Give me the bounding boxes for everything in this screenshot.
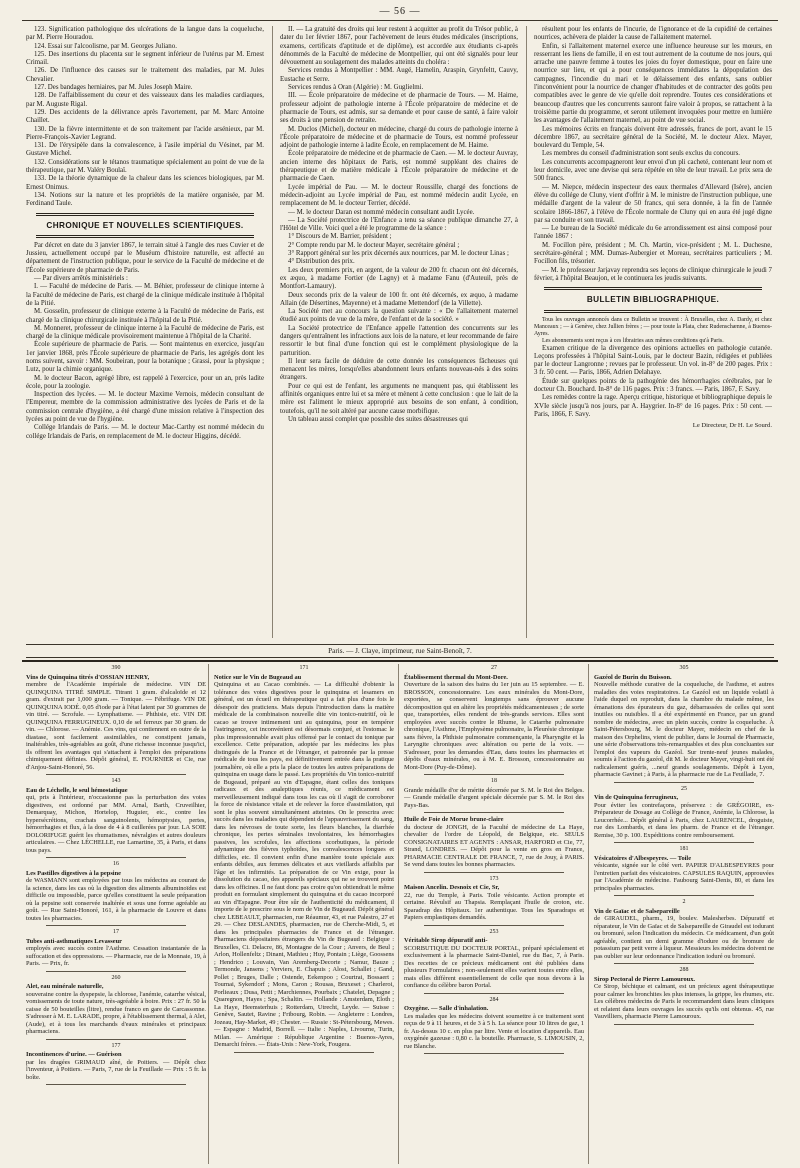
thesis-item: 130. De la fièvre intermittente et de son traitement par l'acide arsénieux, par M. Pierre-François-Xavier Legrand. bbox=[26, 125, 264, 141]
ad-number: 173 bbox=[489, 875, 499, 882]
ad-body: souveraine contre la dyspepsie, la chlorose, l'anémie, catarrhe vésical, vomissements de toute nature, très-agréable à boire. Prix : 27 fr. 50 la caisse de 50 bouteilles (litre), rendue franco en gare de Carcassonne. S'adresser à M. E. LARADE, propre, à l'établissement thermal, à Alet, (Aude), et à tous les marchands d'eaux minérales et principaux pharmaciens. bbox=[26, 990, 206, 1035]
advertisement bbox=[26, 674, 206, 772]
paragraph: M. Focillon père, président ; M. Ch. Martin, vice-président ; M. L. Duchesne, secrétaire-général ; MM. Dumas-Aubergier et Moreau, secrétaires particuliers ; M. Focillon fils, trésorier. bbox=[534, 241, 772, 266]
page-number: — 56 — bbox=[379, 6, 421, 17]
ad-title: Les Pastilles digestives à la pepsine bbox=[26, 869, 121, 877]
ad-title: Vins de Quinquina titrés d'OSSIAN HENRY, bbox=[26, 673, 150, 681]
paragraph: Lycée impérial de Pau. — M. le docteur Roussille, chargé des fonctions de médecin-adjoint au Lycée impérial de Pau, est nommé médecin audit Lycée, en remplacement de M. le docteur Terrier, décédé. bbox=[280, 183, 518, 208]
paragraph: — Le bureau de la Société médicale du 6e arrondissement est ainsi composé pour l'année 1867 : bbox=[534, 225, 772, 241]
biblio-entry: Étude sur quelques points de la pathogénie des hémorrhagies cérébrales, par le docteur Ch. Bouchard. In-8° de 116 pages. Prix : 3 francs. — Paris, 1867, F. Savy. bbox=[534, 377, 772, 393]
ad-title: Vin de Gaïac et de Salsepareille bbox=[594, 907, 680, 915]
paragraph: Services rendus à Oran (Algérie) : M. Guglielmi. bbox=[288, 84, 424, 92]
chronique-paragraph: Collége Irlandais de Paris. — M. le docteur Mac-Carthy est nommé médecin du collége Irlandais de Paris, en remplacement de M. le docteur Higgins, décédé. bbox=[26, 424, 264, 440]
ad-body: Grande médaille d'or de mérite décernée par S. M. le Roi des Belges. — Grande médaille d'argent spéciale décernée par S. M. le Roi des Pays-Bas. bbox=[404, 786, 584, 809]
section-rule bbox=[36, 213, 254, 216]
thesis-item: 124. Essai sur l'alcoolisme, par M. Georges Juliano. bbox=[34, 42, 177, 50]
ad-separator bbox=[614, 895, 754, 896]
ad-separator bbox=[46, 925, 186, 926]
ad-number: 17 bbox=[113, 929, 119, 935]
thesis-item: 128. De l'affaiblissement du cœur et des vaisseaux dans les maladies cardiaques, par M. Auguste Rigal. bbox=[26, 92, 264, 108]
paragraph: Les deux premiers prix, en argent, de la valeur de 200 fr. chacun ont été décernés, ex æquo, à madame Fortier (de Lagny) et à madame Fanu (d'Auteuil, près de Montfort-Lamaury). bbox=[280, 266, 518, 291]
chronique-paragraph: M. Gosselin, professeur de clinique externe à la Faculté de médecine de Paris, est chargé de la clinique chirurgicale instituée à l'hôpital de la Pitié. bbox=[26, 308, 264, 324]
paragraph: La Société protectrice de l'Enfance appelle l'attention des concurrents sur les dangers qu'entraînent les infractions aux lois de la nature, et leur recommande de faire ressortir le but final d'une fonction qui est le complément physiologique de la parturition. bbox=[280, 324, 518, 357]
paragraph: — La Société protectrice de l'Enfance a tenu sa séance publique dimanche 27, à l'Hôtel de Ville. Voici quel a été le programme de la séance : bbox=[280, 216, 518, 233]
thesis-item: 134. Notions sur la nature et les propriétés de la matière organisée, par M. Ferdinand Taule. bbox=[26, 191, 264, 208]
ads-column-2 bbox=[214, 664, 394, 1164]
paragraph: — M. le docteur Daran est nommé médecin consultant audit Lycée. bbox=[288, 208, 475, 216]
ad-title: Notice sur le Vin de Bugeaud au bbox=[214, 673, 302, 681]
paragraph: Enfin, si l'allaitement maternel exerce une influence heureuse sur les mœurs, en resserrant les liens de famille, il en est tout autrement de la coutume de nos jours, qui arrache une pauvre femme à toutes les joies du foyer domestique, pour en faire une nourrice sur lieu, et qui a pour conséquences immédiates la dépopulation des campagnes, l'incendie du mari et le délaissement des enfants, sans oublier l'inconvénient pour la nourrice de changer d'habitudes et de contracter des goûts peu compatibles avec le genre de vie qu'elle doit reprendre. Toutes ces considérations et beaucoup d'autres que les concurrents sauront faire valoir à propos, se rattachent à la troisième partie du programme, et seront utilement invoquées pour mettre en lumière les avantages de l'allaitement maternel, au point de vue social. bbox=[534, 42, 772, 125]
ad-separator bbox=[614, 1024, 754, 1025]
ad-title: Vésicatoires d'Albespeyres. — Toile bbox=[594, 854, 692, 862]
ad-separator bbox=[46, 1084, 186, 1085]
ad-separator bbox=[46, 857, 186, 858]
thesis-item: 125. Des insertions du placenta sur le segment inférieur de l'utérus par M. Ernest Crimail. bbox=[26, 50, 264, 67]
paragraph: Il leur sera facile de déduire de cette donnée les conséquences fâcheuses qui menacent les mères, lorsqu'elles abandonnent leurs enfants nouveau-nés à des soins étrangers. bbox=[280, 357, 518, 382]
thesis-item: 123. Signification pathologique des ulcérations de la langue dans la coqueluche, par M. Pierre Houradou. bbox=[26, 26, 264, 42]
ad-title: Établissement thermal du Mont-Dore. bbox=[404, 673, 508, 681]
ad-title: Oxygène. — Salle d'inhalation. bbox=[404, 1005, 489, 1012]
ad-body: du docteur de JONGH, de la Faculté de médecine de La Haye, chevalier de l'ordre de Léopold, de Belgique, etc. SEULS CONSIGNATAIRES ET AGENTS : ANSAR, HARFORD et Cie, 77, Strand, LONDRES. — Dépôt pour la vente en gros en France, PHARMACIE CENTRALE DE FRANCE, 7, rue de Jouy, à PARIS. Se vend dans toutes les bonnes pharmacies. bbox=[404, 823, 584, 868]
ad-separator bbox=[424, 872, 564, 873]
chronique-paragraph: I. — Faculté de médecine de Paris. — M. Béhier, professeur de clinique interne à la Faculté de médecine de Paris, est chargé de la clinique médicale instituée à l'hôpital de la Pitié. bbox=[26, 283, 264, 307]
column-3 bbox=[534, 26, 772, 640]
thesis-item: 126. De l'influence des causes sur le traitement des maladies, par M. Jules Chevalier. bbox=[26, 67, 264, 83]
ad-body: par les dragées GRIMAUD aîné, de Poitiers. — Dépôt chez l'inventeur, à Poitiers. — Paris, 7, rue de la Feuillade — Prix : 5 fr. la boîte. bbox=[26, 1058, 206, 1081]
ad-body: Les malades que les médecins doivent soumettre à ce traitement sont reçus de 9 à 11 heures, et de 3 à 5 h. La séance pour 10 litres de gaz, 1 fr. Au-dessus 10 c. en plus par litre. Vente et location d'appareils. Eau oxygénée gazeuse : 0,80 c. la bouteille. Pharmacie, S. LIMOUSIN, 2, rue Blanche. bbox=[404, 1012, 584, 1050]
ad-separator bbox=[46, 1039, 186, 1040]
paragraph: La Société met au concours la question suivante : « De l'allaitement maternel étudié aux points de vue de la mère, de l'enfant et de la société. » bbox=[280, 308, 518, 324]
ad-number: 171 bbox=[299, 665, 309, 671]
ad-title: Huile de Foie de Morue brune-claire bbox=[404, 816, 504, 823]
ad-title: Maison Ancelin. Desnoix et Cie, Sr, bbox=[404, 884, 500, 891]
ad-separator bbox=[614, 963, 754, 964]
ad-body: employés avec succès contre l'Asthme. Cessation instantanée de la suffocation et des oppressions. — Pharmacie, rue de la Monnaie, 19, à Paris. — Prix, fr. bbox=[26, 945, 206, 967]
ad-separator bbox=[234, 1052, 374, 1053]
paragraph: M. Duclos (Michel), docteur en médecine, chargé du cours de pathologie interne à l'École préparatoire de médecine et de pharmacie de Tours, est nommé professeur adjoint de pathologie interne à ladite École, en remplacement de M. Haime. bbox=[280, 125, 518, 150]
thesis-item: 127. Des bandages herniaires, par M. Jules Joseph Maire. bbox=[34, 84, 193, 92]
advertisement bbox=[26, 1051, 206, 1081]
advertisement bbox=[404, 1005, 584, 1050]
ad-number: 260 bbox=[111, 974, 121, 981]
ad-title: Véritable Sirop dépuratif anti- bbox=[404, 937, 488, 944]
chronique-paragraph: Inspection des lycées. — M. le docteur Maxime Vernois, médecin consultant de l'Empereur, membre de la commission administrative des lycées de Paris et de la commission centrale d'hygiène, a été chargé d'une mission relative à l'inspection des lycées au point de vue de l'hygiène. bbox=[26, 391, 264, 424]
ad-number: 390 bbox=[111, 665, 121, 671]
ad-separator bbox=[614, 842, 754, 843]
column-divider bbox=[272, 26, 273, 638]
ad-title: Eau de Léchelle, le seul hémostatique bbox=[26, 786, 128, 794]
advertisement bbox=[594, 976, 774, 1021]
section-rule bbox=[544, 287, 762, 290]
paragraph: Un tableau aussi complet que possible des suites désastreuses qui bbox=[288, 415, 469, 423]
advertisement bbox=[594, 794, 774, 839]
ad-number: 25 bbox=[681, 785, 687, 792]
ad-body: SCORBUTIQUE DU DOCTEUR PORTAL, préparé spécialement et exclusivement à la pharmacie Saint-Daniel, rue du Bac, 7, à Paris. Des recettes de ce précieux médicament ont été publiées dans plusieurs Formulaires ; non-seulement elles varient toutes entre elles, mais elles diffèrent essentiellement de celle que nous devons à la confiance du célèbre baron Portal. bbox=[404, 944, 584, 989]
column-divider bbox=[526, 26, 527, 638]
ad-number: 16 bbox=[113, 861, 119, 867]
thesis-item: 133. De la théorie dynamique de la chaleur dans les sciences biologiques, par M. Ernest Onimus. bbox=[26, 175, 264, 191]
chronique-paragraph: Par décret en date du 3 janvier 1867, le terrain situé à l'angle des rues Cuvier et de Jussieu, actuellement occupé par le Muséum d'histoire naturelle, est affecté au département de l'instruction publique, pour le service de la Faculté de médecine et de l'École supérieure de pharmacie de Paris. bbox=[26, 241, 264, 274]
thesis-list bbox=[26, 26, 264, 209]
paragraph: Les membres du conseil d'administration sont seuls exclus du concours. bbox=[542, 150, 740, 158]
thesis-item: 129. Des accidents de la délivrance après l'avortement, par M. Marc Antoine Chaillet. bbox=[26, 108, 264, 125]
section-rule bbox=[544, 310, 762, 313]
chronique-paragraph: École supérieure de pharmacie de Paris. — Sont maintenus en exercice, jusqu'au 1er janvier 1868, près l'École supérieure de pharmacie de Paris, les agrégés dont les noms suivent, savoir : MM. Soubeiran, pour la botanique ; Grassi, pour la physique ; Lutz, pour la chimie organique. bbox=[26, 341, 264, 374]
ad-number: 305 bbox=[679, 665, 689, 671]
advertisement bbox=[594, 674, 774, 779]
ad-number: 18 bbox=[491, 778, 497, 784]
advertisement bbox=[404, 674, 584, 772]
ad-body: membre de l'Académie impériale de médecine. VIN DE QUINQUINA TITRÉ SIMPLE. Titrant 1 gram. d'alcaloïde et 12 gram. d'extrait par 1,000 gram. — Tonique. — Fébrifuge. VIN DE QUINQUINA IODÉ. 0,05 d'iode par à l'état latent par 30 grammes de vin titré. — Scrofule. — Lymphatisme. — Phthisie, etc. VIN DE QUINQUINA FERRUGINEUX. 0,10 de sel ferreux par 30 gram. de vin. — Chlorose. — Anémie. Ces vins, qui contiennent en outre de la diastase, sont facilement assimilables, ne constipent jamais, inaltérables, très-agréables au goût, d'une richesse inconnue jusqu'ici, ils offrent les avantages qui s'attachent à l'emploi des préparations chimiquement définies. Dépôt général, E. FOURNIER et Cie, rue d'Anjou-Saint-Honoré, 56. bbox=[26, 681, 206, 771]
paragraph: Les concurrents accompagneront leur envoi d'un pli cacheté, contenant leur nom et leur domicile, avec une devise qui sera répétée en tête de leur travail. Le prix sera de 500 francs. bbox=[534, 158, 772, 183]
ad-title: Tubes anti-asthmatiques Levasseur bbox=[26, 937, 122, 945]
ad-number: 177 bbox=[111, 1042, 121, 1049]
printer-line: Paris. — J. Claye, imprimeur, rue Saint-Benoît, 7. bbox=[26, 644, 774, 658]
advertisement bbox=[404, 816, 584, 869]
biblio-note: Les abonnements sont reçus à ces librairies aux mêmes conditions qu'à Paris. bbox=[542, 337, 724, 344]
ads-divider bbox=[208, 664, 209, 1164]
chronique-paragraph: M. Monneret, professeur de clinique interne à la Faculté de médecine de Paris, est chargé de la clinique médicale provisoirement maintenue à l'hôpital de la Charité. bbox=[26, 324, 264, 341]
advertisement bbox=[26, 870, 206, 923]
ad-number: 143 bbox=[111, 778, 121, 784]
paragraph: II. — La gratuité des droits qui leur restent à acquitter au profit du Trésor public, à dater du 1er février 1867, pour l'achèvement de leurs études médicales (inscriptions, examens, certificats d'aptitude et de diplôme), est accordée aux étudiants ci-après dénommés de la Faculté de médecine de Montpellier, qui ont été signalés pour leur dévouement au soulagement des malades atteints du choléra : bbox=[280, 26, 518, 67]
paragraph: 1° Discours de M. Barrier, président ; bbox=[288, 233, 392, 241]
ad-title: Gazéol de Burin du Buisson. bbox=[594, 673, 672, 681]
ad-number: 253 bbox=[489, 928, 499, 935]
paragraph: 3° Rapport général sur les prix décernés aux nourrices, par M. le docteur Linas ; bbox=[288, 250, 509, 258]
ads-column-3 bbox=[404, 664, 584, 1164]
ads-divider bbox=[398, 664, 399, 1164]
biblio-title: BULLETIN BIBLIOGRAPHIQUE. bbox=[586, 295, 720, 305]
ad-number: 2 bbox=[682, 899, 686, 905]
column-2 bbox=[280, 26, 518, 640]
ad-separator bbox=[424, 774, 564, 775]
advertisement bbox=[26, 983, 206, 1036]
top-rule bbox=[22, 20, 778, 21]
ad-body: qui, pris à l'intérieur, n'occasionne pas la perturbation des voies digestives, est ordonné par MM. Arnal, Barth, Cruveilhier, Demarquay, Michon, Hortelop, Huguier, etc., contre les hypersécrétions, crachats sanguinolents, hémoptysies, pertes, hémorrhagies et flux, à la dose de 4 à 8 cuillerées par jour. LA SOIE DOLORIFUGE guérit les rhumatismes, névralgies et autres douleurs articulaires. — Chez LÉCHELLE, rue Lamartine, 35, à Paris, et dans tous pays. bbox=[26, 794, 206, 854]
ad-body: de GIRAUDEL, pharm., 19, boulev. Malesherbes. Dépuratif et réparateur, le Vin de Gaïac et de Salsepareille de Giraudel est iodurant ou bromuré, selon l'indication du médecin. Ce médicament, d'un goût agréable, contient un demi gramme d'iodure ou de bromure de potassium par petit verre à liqueur. Messieurs les médecins doivent ne pas oublier sur leur ordonnance l'indication ioduré ou bromuré. bbox=[594, 915, 774, 960]
ad-separator bbox=[424, 925, 564, 926]
ad-body: Quinquina et au Cacao combinés. — La difficulté d'obtenir la tolérance des voies digestives pour le quinquina et lesamers en général, est un écueil en thérapeutique qui a fait plus d'une fois le désespoir des praticiens. Mais depuis l'introduction dans la matière médicale de la combinaison nouvelle dite vin tonico-nutritif, où le cacao se trouve intimement uni au quinquina, pour en tempérer l'astringence, cet inconvénient est désormais conjuré, et l'estomac le plus impressionnable avait plus offensé par le contact du tonique par excellence. Cette préparation, adoptée par les médecins les plus distingués de la France et de l'étranger, et patronnée par la presse médicale de tous les pays, est définitivement entrée dans la pratique journalière, où elle a pris la place de toutes les autres préparations de quinquina en usage dans le passé. Les propriétés du Vin tonico-nutritif de Bugeaud, préparé au vin d'Espagne, étant celles des toniques radicaux et des analeptiques réunis, ce médicament est merveilleusement indiqué dans tous les cas où il s'agit de corroborer la force de résistance vitale et de relever la force d'assimilation, qui sont le plus souvent simultanément atteintes. On le prescrira avec succès dans les maladies qui dépendent de l'appauvrissement du sang, dans les névroses de toute sorte, les fleurs blanches, la diarrhée chronique, les pertes séminales involontaires, les hémorrhagies passives, les scrofules, les affections scorbutiques, la période adynamique des fièvres typhoïdes, les convalescences longues et difficiles, etc. Il convient enfin d'une manière toute spéciale aux enfants débiles, aux femmes délicates et aux vieillards affaiblis par l'âge et les infirmités. La préparation de ce Vin exige, pour la dissolution du cacao, des appareils spéciaux qui ne se trouvent point dans les officines. Il ne faut donc pas croire qu'on obtiendrait le même produit en formulant simplement du quinquina et du cacao incorporé au vin d'Espagne. Pour être sûr de l'authenticité du médicament, il importe de le prescrire sous le nom de Vin de Bugeaud. Dépôt général chez LEBEAULT, pharmacien, rue Réaumur, 43, et rue Palestro, 27 et 29. — Chez DESLANDES, pharmacien, rue de Cherche-Midi, 5, et dans les principales pharmacies de France et de l'étranger. Pharmaciens dépositaires étrangers du Vin de Bugeaud : Belgique : Bruxelles, Ci. Delacre, 86, Montagne de la Cour ; Anvers, de Beul ; Arlon, Hollenfeltz ; Dinant, Mathieu ; Huy, Pontain ; Liège, Goossens ; Hendrico ; Louvain, Van Aremberg-Decorte ; Namur, Bauze ; Termonde, Jansens ; Verviers, E. Chapuis ; Alost, Schallet ; Gand, Pollet ; Bruges, Dalle ; Ostende, Eekenpoo ; Courtrai, Bossaert ; Tournai, Sykendorf ; Mons, Caron ; Rousas, Bruxeset ; Charleroi, Porlieaux ; Dusa, Petit ; Marchiennes, Pourbaix ; Chatelet, Depagne ; Quaregnon, Hayes ; Spa, Schaltin. — Hollande : Amsterdam, Eloth ; La Haye, Heemsterhuis ; Rotterdam, Utrecht, Leyde. — Suisse : Genève, Sautet, Ravine ; Fribourg, Robin. — Angleterre : Londres, Jozeau, Hay-Market, 49 ; Chester. — Russie : St-Pétersbourg, Mewes. — Espagne : Madrid, Borrell. — Italie : Naples, Livourne, Turin, Milan. — Amérique : République Argentine : Buenos-Ayres, Demarchi frères. — États-Unis : New-York, Fougera. bbox=[214, 681, 394, 1048]
ad-separator bbox=[46, 774, 186, 775]
advertisement bbox=[26, 938, 206, 968]
ad-separator bbox=[46, 971, 186, 972]
ad-separator bbox=[614, 782, 754, 783]
thesis-item: 131. De l'érysipèle dans la convalescence, à l'asile impérial du Vésinet, par M. Gustave Michel. bbox=[26, 142, 264, 158]
ad-body: Ouverture de la saison des bains du 1er juin au 15 septembre. — E. BROSSON, concessionnaire. Les eaux minérales du Mont-Dore, exportées, se conservent longtemps sans éprouver aucune décomposition qui en altère les propriétés médicamenteuses ; de sorte que, transportées, elles rendent de très-grands services. Elles sont employées avec succès contre le Rhume, le Catarrhe pulmonaire chronique, l'Asthme, l'Emphysème pulmonaire, la Pleurésie chronique sans fièvre, la Phthisie pulmonaire commençante, la Pharyngite et la Laryngite chroniques avec altération ou perte de la voix. — S'adresser, pour les demandes d'Eau, dans toutes les pharmacies et dépôts d'eaux minérales, ou à M. E. Brosson, concessionnaire au Mont-Dore (Puy-de-Dôme). bbox=[404, 681, 584, 771]
advertisement bbox=[594, 855, 774, 893]
section-rule bbox=[36, 235, 254, 238]
ad-number: 288 bbox=[679, 967, 689, 973]
biblio-entry: Examen critique de la divergence des opinions actuelles en pathologie cutanée. Leçons professées à l'hôpital Saint-Louis, par le docteur Bazin, rédigées et publiées par le docteur Langronne ; revues par le professeur. Un vol. in-8° de 200 pages. Prix : 3 fr. 50 cent. — Paris, 1866, Adrien Delahaye. bbox=[534, 344, 772, 377]
ad-separator bbox=[424, 1053, 564, 1054]
paragraph: — M. le professeur Jarjavay reprendra ses leçons de clinique chirurgicale le jeudi 7 février, à l'hôpital Beaujon, et le continuera les jeudis suivants. bbox=[534, 266, 772, 282]
ad-body: de WASMANN sont employées par tous les médecins au courant de la science, dans les cas où la digestion des aliments albuminoïdes est difficile ou impossible, parce qu'elles constituent la seule préparation où la pepsine soit conservée inaltérée et sous une forme agréable au goût. — Rue Saint-Honoré, 161, à la pharmacie de Louvre et dans toutes les pharmacies. bbox=[26, 877, 206, 922]
paragraph: 4° Distribution des prix. bbox=[288, 258, 355, 266]
ad-number: 284 bbox=[489, 996, 499, 1003]
ad-body: vésicante, signée sur le côté vert. PAPIER D'ALBESPEYRES pour l'entretien parfait des vésicatoires. CAPSULES RAQUIN, approuvées par l'Académie de médecine. Faubourg Saint-Denis, 80, et dans les principales pharmacies. bbox=[594, 862, 774, 892]
ad-number: 27 bbox=[491, 665, 497, 671]
paragraph: Pour ce qui est de l'enfant, les arguments ne manquent pas, qui établissent les affinités organiques entre lui et sa mère et mènent à cette conclusion : que le lait de la mère est l'aliment le mieux approprié aux besoins de son enfant, à condition, toutefois, qu'il ne soit altéré par aucune cause morbifique. bbox=[280, 382, 518, 415]
column-1 bbox=[26, 26, 264, 640]
paragraph: Services rendus à Montpellier : MM. Augé, Hamelin, Araspin, Grynfeltt, Cauvy, Eustache et Serre. bbox=[280, 67, 518, 83]
ad-title: Vin de Quinquina ferrugineux, bbox=[594, 794, 679, 801]
ad-title: Sirop Pectoral de Pierre Lamouroux. bbox=[594, 975, 695, 983]
ad-number: 181 bbox=[679, 846, 689, 852]
ads-column-4 bbox=[594, 664, 774, 1164]
ad-title: Alet, eau minérale naturelle, bbox=[26, 983, 104, 990]
ad-separator bbox=[424, 812, 564, 813]
advertisement bbox=[404, 884, 584, 922]
biblio-entry: Les remèdes contre la rage. Aperçu critique, historique et bibliographique depuis le XVIe siècle jusqu'à nos jours, par A. Haygrier. In-8° de 16 pages. Prix : 50 cent. — Paris, 1866, F. Savy. bbox=[534, 394, 772, 418]
paragraph: Les mémoires écrits en français doivent être adressés, francs de port, avant le 15 décembre 1867, au secrétaire général de la Société, M. le docteur Alex. Mayer, boulevard du Temple, 54. bbox=[534, 125, 772, 150]
paragraph: résultent pour les enfants de l'incurie, de l'ignorance et de la cupidité de certaines nourrices, achèvera de plaider la cause de l'allaitement maternel. bbox=[534, 26, 772, 42]
ad-body: 22, rue du Temple, à Paris. Toile vésicante. Action prompte et certaine. Révulsif au Thapsia. Remplaçant l'huile de croton, etc. Sparadrap des Hôpitaux. 1er authentique. Tous les Sparadraps et Papiers emplastiques demandés. bbox=[404, 891, 584, 921]
paragraph: III. — École préparatoire de médecine et de pharmacie de Tours. — M. Haime, professeur adjoint de pathologie interne à l'École préparatoire de médecine et de pharmacie de Tours, est admis, sur sa demande et pour cause de santé, à faire valoir ses droits à une pension de retraite. bbox=[280, 92, 518, 125]
advertisement bbox=[26, 787, 206, 855]
biblio-note: Tous les ouvrages annoncés dans ce Bulletin se trouvent : À Bruxelles, chez A. Dardy, et chez Manceaux ; — à Genève, chez Jullien frères ; — pour toute la Plata, chez Rudenschænne, à Buenos-Ayres. bbox=[534, 316, 772, 337]
ad-body: Nouvelle méthode curative de la coqueluche, de l'asthme, et autres maladies des voies respiratoires. Le Gazéol est un liquide volatil à l'aide duquel on reproduit, dans la chambre du malade même, les émanations des épurateurs du gaz, débarrassées de celles qui sont inutiles ou nuisibles. Il a été expérimenté en France, par un grand nombre de médecins, avec un plein succès, contre la coqueluche. À Saint-Pétersbourg, M. le docteur Mayer, médecin en chef de la maison des Orphelins, vient de publier, dans le Journal de Pharmacie, une série d'observations très-remarquables et des plus concluantes sur l'emploi des vapeurs du Gazéol. Sur trente-neuf jeunes malades, soumis à l'action du gazéol, dit M. le docteur Mayer, vingt-huit ont été radicalement guéris, ...neuf grands soulagements. Dépôt à Lyon, pharmacie Gavinet ; à Paris, à la pharmacie rue de La Feuillade, 7. bbox=[594, 681, 774, 778]
ad-separator bbox=[424, 993, 564, 994]
ads-column-1 bbox=[26, 664, 206, 1164]
advertisement bbox=[404, 787, 584, 810]
ads-divider bbox=[588, 664, 589, 1164]
ad-body: Pour éviter les contrefaçons, préservez : de GRÉGOIRE, ex-Préparateur de Dosage au Collège de France, Anémie, la Chlorose, la Leucorrhée... Dépôt général à Paris, chez LAURENCEL, droguiste, rue des Lombards, et dans les pharm. de France et de l'étranger. Remise, 30 p. 100. Expéditions contre remboursement. bbox=[594, 801, 774, 839]
chronique-title: CHRONIQUE ET NOUVELLES SCIENTIFIQUES. bbox=[46, 220, 244, 230]
advertisement bbox=[404, 937, 584, 990]
paragraph: École préparatoire de médecine et de pharmacie de Caen. — M. le docteur Auvray, ancien interne des hôpitaux de Paris, est nommé suppléant des chaires de thérapeutique et de matière médicale à l'École préparatoire de médecine et de pharmacie de Caen. bbox=[280, 150, 518, 183]
ads-top-rule bbox=[22, 660, 778, 662]
paragraph: Deux seconds prix de la valeur de 100 fr. ont été décernés, ex æquo, à madame Allain (de Désertines, Mayenne) et à madame Mettendorf (de la Villette). bbox=[280, 291, 518, 307]
director-signature: Le Directeur, Dr H. Le Sourd. bbox=[692, 422, 772, 430]
paragraph: 2° Compte rendu par M. le docteur Mayer, secrétaire général ; bbox=[288, 241, 460, 249]
thesis-item: 132. Considérations sur le tétanos traumatique spécialement au point de vue de la thérapeutique, par M. Valéry Boulaï. bbox=[26, 158, 264, 175]
advertisement bbox=[594, 908, 774, 961]
chronique-paragraph: M. le docteur Bacon, agrégé libre, est rappelé à l'exercice, pour un an, près ladite école, pour la zoologie. bbox=[26, 374, 264, 390]
ad-body: Ce Sirop, béchique et calmant, est un précieux agent thérapeutique pour calmer les bronchites les plus intenses, la grippe, les rhumes, etc. Les célèbres médecins de Paris le recommandent dans leurs cliniques et relatent dans leurs ouvrages les succès qu'ils ont obtenus. 45, rue Vauvilliers, pharmacie Pierre Lamouroux. bbox=[594, 983, 774, 1020]
chronique-paragraph: — Par divers arrêtés ministériels : bbox=[34, 275, 128, 283]
ad-title: Incontinences d'urine. — Guérison bbox=[26, 1051, 122, 1058]
paragraph: — M. Niepce, médecin inspecteur des eaux thermales d'Allevard (Isère), ancien élève du collége de Cluny, vient d'offrir à M. le ministre de l'instruction publique, une médaille d'argent de la valeur de 50 francs, qui sera donnée, à la fin de l'année scolaire 1866-1867, à l'élève de l'École normale de Cluny qui en aura été jugé digne par sa conduite et son travail. bbox=[534, 183, 772, 224]
advertisement bbox=[214, 674, 394, 1049]
